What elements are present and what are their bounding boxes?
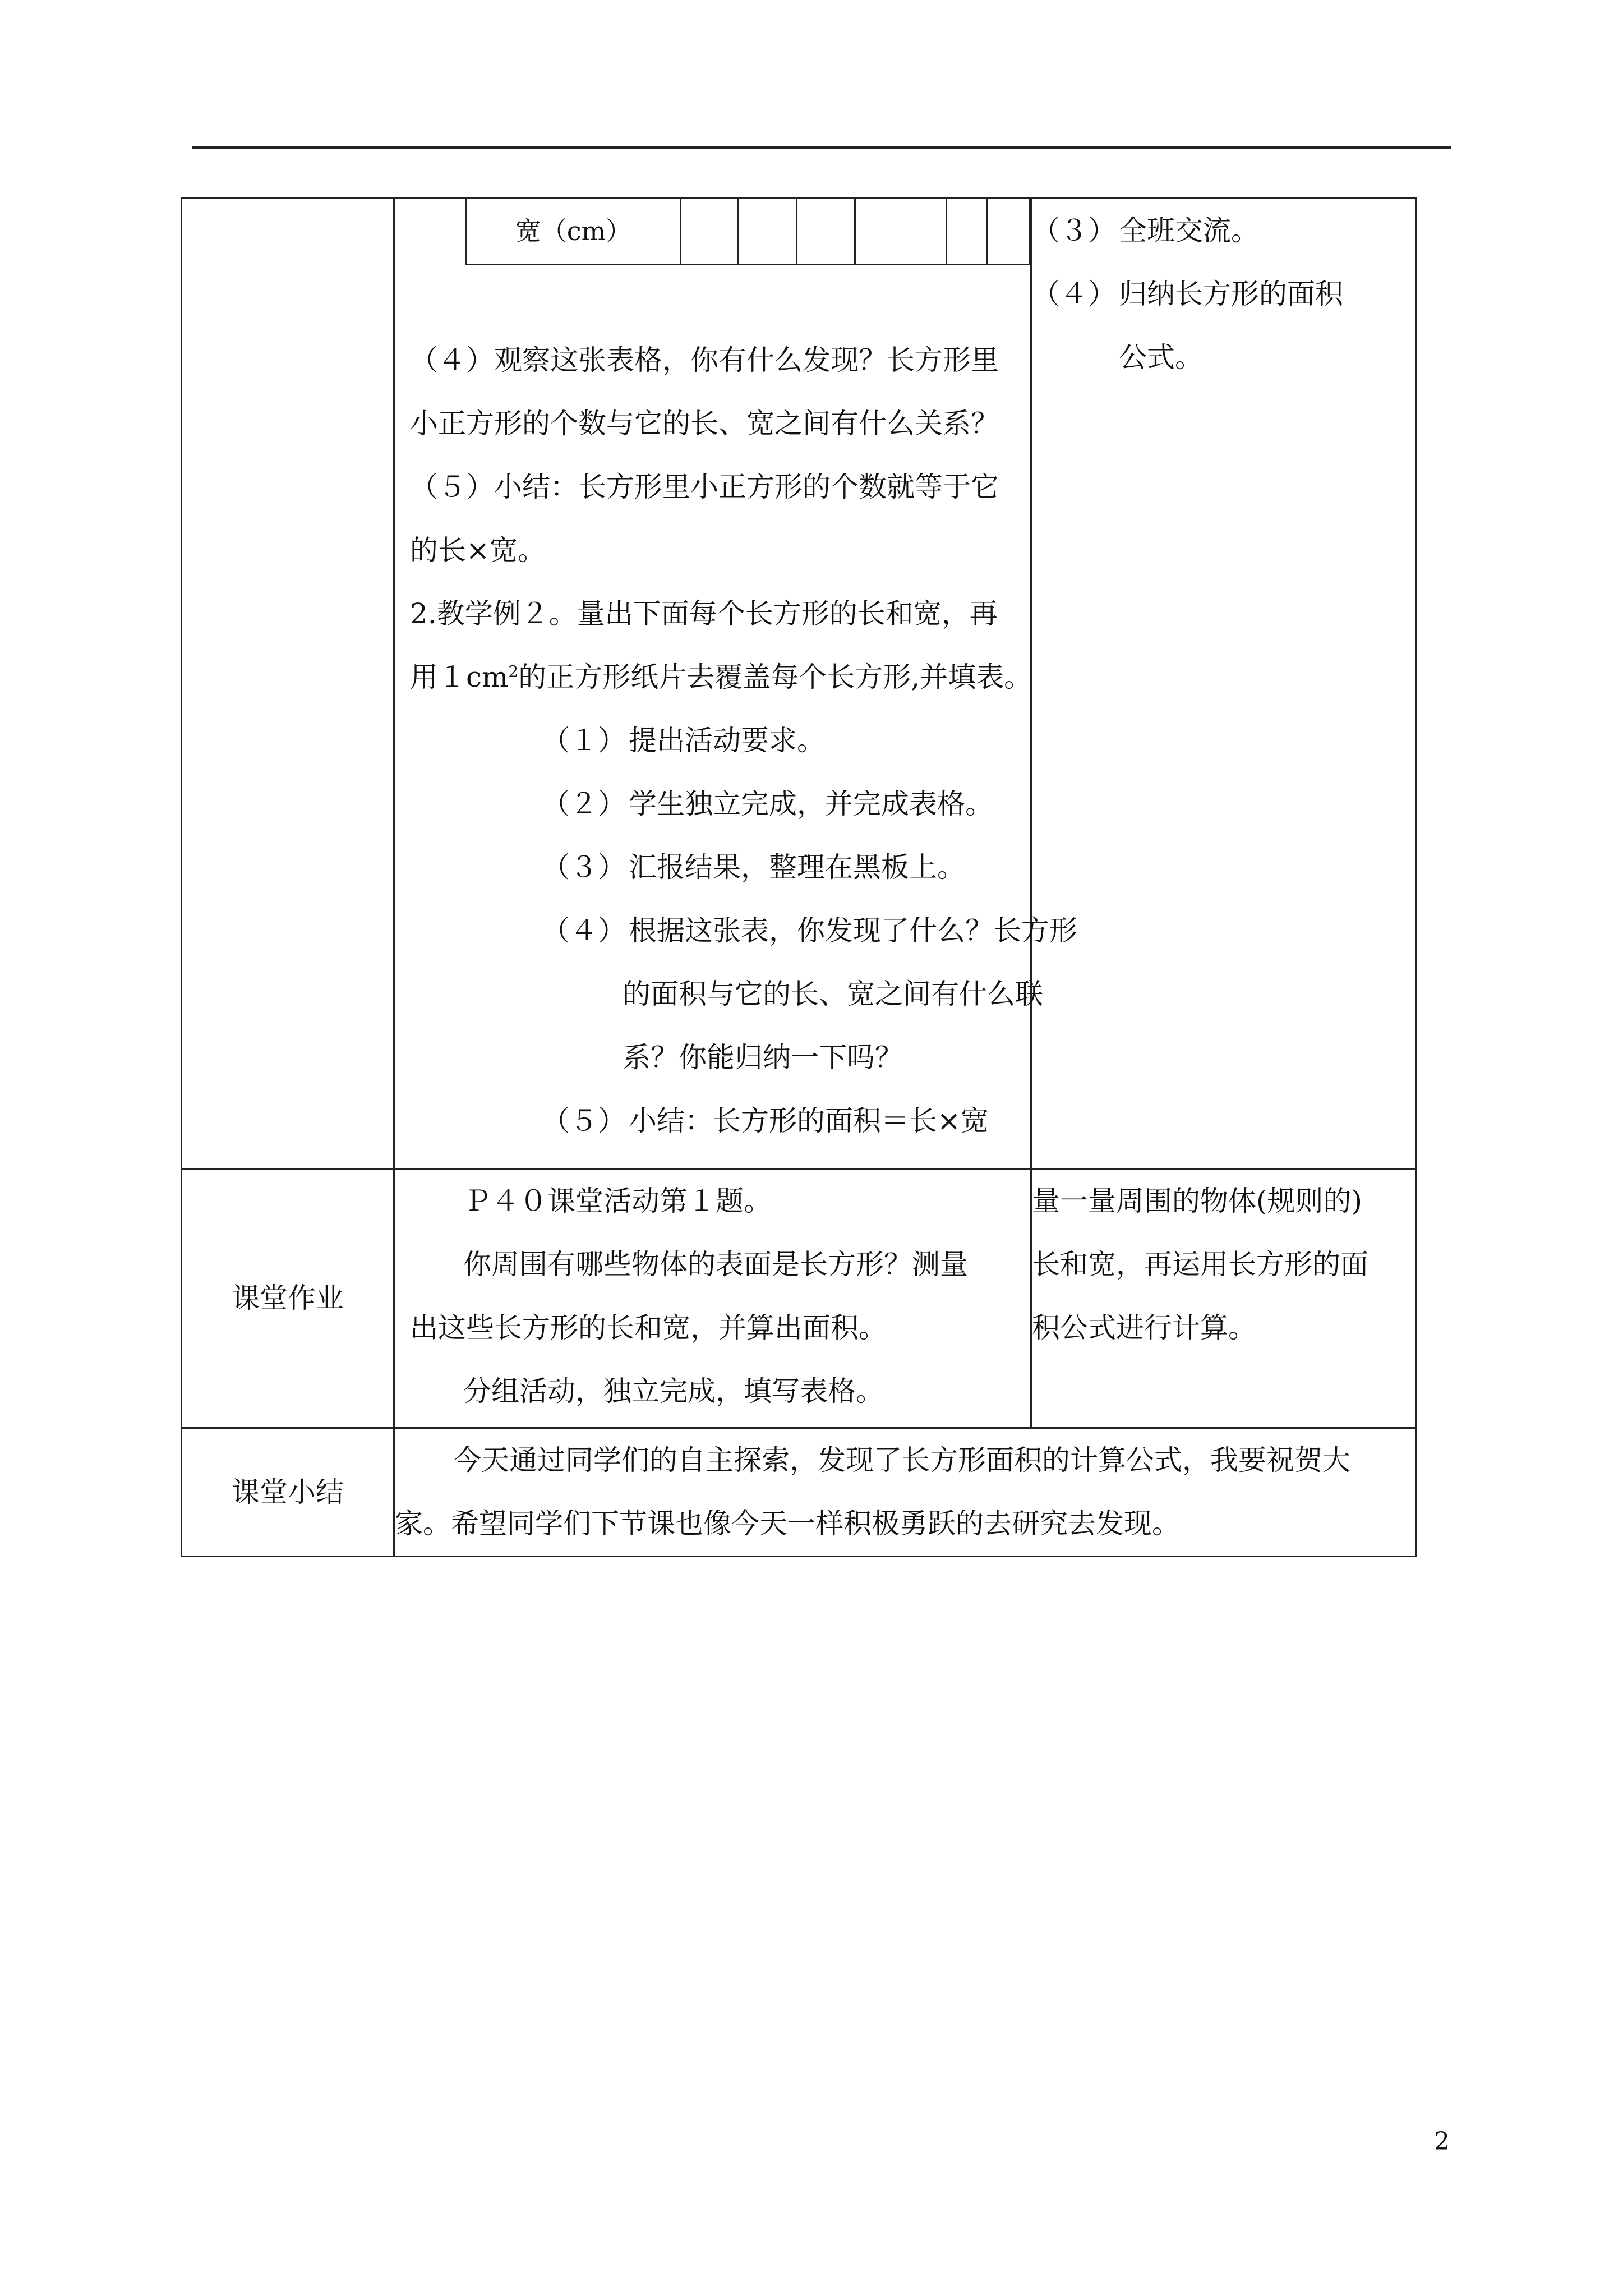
step-number: （５） (542, 1105, 626, 1137)
summary-text-line: 家。希望同学们下节课也像今天一样积极勇跃的去研究去发现。 (395, 1507, 1180, 1540)
step-text: 学生独立完成，并完成表格。 (629, 788, 993, 820)
step-text: 小结：长方形的面积＝长×宽 (629, 1105, 989, 1137)
activity-continuation: 公式。 (1119, 341, 1203, 374)
width-record-row (467, 199, 1030, 265)
homework-note-line: 长和宽，再运用长方形的面 (1032, 1248, 1368, 1281)
width-value-cell (796, 199, 855, 265)
activity-item (1032, 199, 1415, 263)
example-2-line (395, 646, 1030, 709)
activity-number: （３） (1032, 214, 1116, 247)
homework-line: 分组活动，独立完成，填写表格。 (463, 1375, 884, 1407)
homework-line: 你周围有哪些物体的表面是长方形？测量 (463, 1248, 968, 1281)
step-continuation: 的面积与它的长、宽之间有什么联 (623, 978, 1043, 1010)
homework-cell (394, 1169, 1031, 1428)
homework-line: Ｐ４０课堂活动第１题。 (463, 1185, 772, 1217)
step-item (395, 899, 1077, 963)
step-number: （２） (542, 788, 626, 820)
superscript: 2 (508, 662, 519, 681)
lesson-plan-table (181, 197, 1417, 1557)
observe-question-line: 小正方形的个数与它的长、宽之间有什么关系？ (410, 407, 999, 440)
width-value-cell (987, 199, 1029, 265)
summary-line: 的长×宽。 (410, 534, 546, 567)
activity-item (1032, 263, 1415, 326)
step-text: 根据这张表，你发现了什么？长方形 (629, 914, 1077, 947)
width-value-cell (947, 199, 988, 265)
width-label-cell: 宽（cm） (467, 199, 681, 265)
row-label-empty (182, 199, 394, 1169)
summary-line: （５）小结：长方形里小正方形的个数就等于它 (410, 471, 999, 503)
activity-text: 归纳长方形的面积 (1119, 278, 1343, 310)
width-value-cell (680, 199, 739, 265)
lesson-row-summary (182, 1428, 1416, 1557)
step-item (395, 1089, 1030, 1153)
example-2-line: 2.教学例２。量出下面每个长方形的长和宽，再 (410, 597, 998, 630)
row-label-homework: 课堂作业 (182, 1169, 394, 1428)
spacer (395, 265, 1030, 329)
width-value-cell (855, 199, 947, 265)
homework-note-line: 积公式进行计算。 (1032, 1312, 1256, 1344)
lesson-row-process (182, 199, 1416, 1169)
row-label-summary: 课堂小结 (182, 1428, 394, 1557)
example-text-pre: 用１cm (410, 661, 509, 693)
teaching-process-cell (394, 199, 1077, 1169)
step-text: 汇报结果，整理在黑板上。 (629, 851, 965, 884)
activity-text: 全班交流。 (1119, 214, 1259, 247)
lesson-row-homework (182, 1169, 1416, 1428)
header-rule (192, 146, 1451, 149)
summary-cell (394, 1428, 1416, 1557)
step-item (395, 709, 1030, 772)
student-activity-cell (1031, 199, 1416, 1169)
step-number: （３） (542, 851, 626, 884)
activity-number: （４） (1032, 278, 1116, 310)
homework-note-line: 量一量周围的物体(规则的) (1032, 1185, 1363, 1217)
step-continuation: 系？你能归纳一下吗？ (623, 1041, 903, 1074)
example-text-post: 的正方形纸片去覆盖每个长方形,并填表。 (518, 661, 1032, 693)
width-record-table (465, 197, 1030, 265)
page-number: 2 (1434, 2127, 1450, 2156)
homework-note-cell (1031, 1169, 1416, 1428)
observe-question-line: （４）观察这张表格，你有什么发现？长方形里 (410, 344, 999, 376)
width-value-cell (739, 199, 797, 265)
step-item (395, 836, 1030, 899)
step-item (395, 772, 1030, 836)
step-text: 提出活动要求。 (629, 724, 825, 757)
step-number: （４） (542, 914, 626, 947)
homework-line: 出这些长方形的长和宽，并算出面积。 (410, 1312, 887, 1344)
step-number: （１） (542, 724, 626, 757)
summary-text-line: 今天通过同学们的自主探索，发现了长方形面积的计算公式，我要祝贺大 (453, 1444, 1350, 1476)
